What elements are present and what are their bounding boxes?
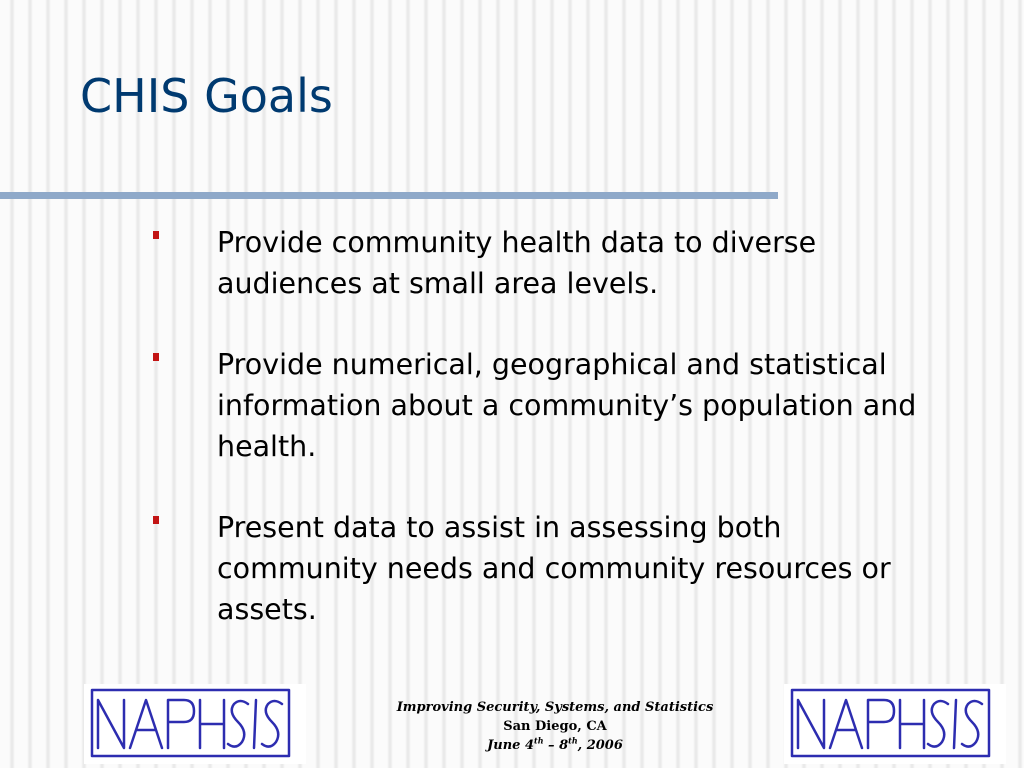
bullet-item: [150, 344, 950, 467]
bullet-square-icon: [153, 231, 159, 239]
bullet-square-icon: [153, 353, 159, 361]
footer-dates: June 4th – 8th, 2006: [487, 735, 623, 753]
naphsis-logo-icon: [84, 684, 306, 764]
bullet-text: Provide numerical, geographical and statistical information about a community’s population and health.: [217, 348, 917, 463]
bullet-text: Present data to assist in assessing both community needs and community resources or assets.: [217, 511, 891, 626]
bullet-square-icon: [153, 516, 159, 524]
naphsis-logo-icon: [784, 684, 1006, 764]
bullet-item: [150, 222, 950, 304]
naphsis-logo-left: [84, 684, 306, 764]
footer-location: San Diego, CA: [503, 719, 607, 734]
naphsis-logo-right: [784, 684, 1006, 764]
title-divider: [0, 192, 778, 199]
footer-text: [330, 698, 780, 755]
slide-title: CHIS Goals: [80, 69, 333, 123]
bullet-list: [150, 222, 950, 670]
bullet-text: Provide community health data to diverse audiences at small area levels.: [217, 226, 817, 300]
bullet-item: [150, 507, 950, 630]
footer-event-title: Improving Security, Systems, and Statistics: [396, 700, 714, 715]
